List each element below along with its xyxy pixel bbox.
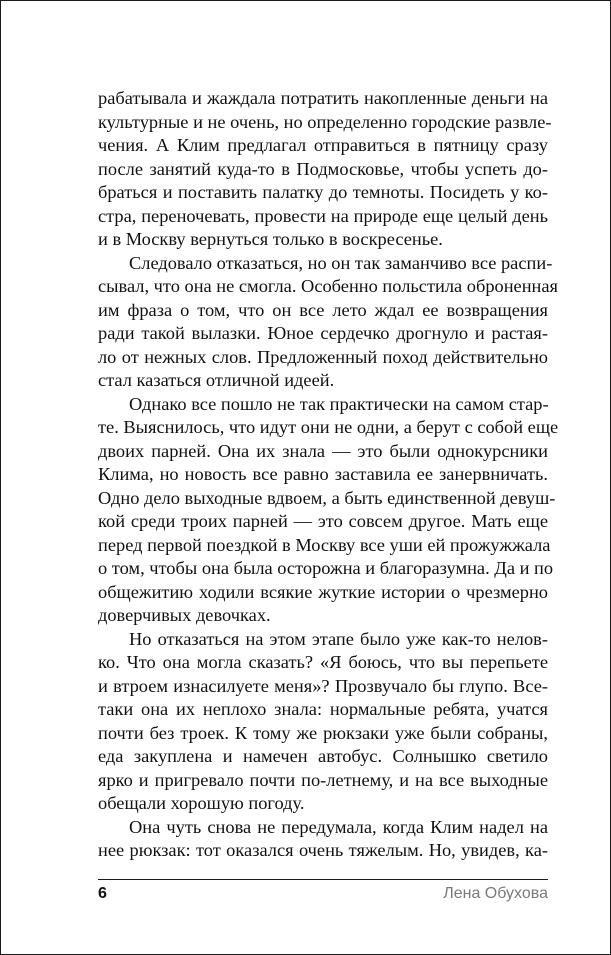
text-line: сывал, что она не смогла. Особенно польстила оброненная bbox=[98, 276, 559, 296]
paragraph-start-line: Однако все пошло не так практически на самом стар- bbox=[129, 393, 549, 414]
text-line: Клима, но новость все равно заставила ее занервничать. bbox=[98, 464, 548, 484]
footer-divider bbox=[98, 879, 548, 880]
text-line: Одно дело выходные вдвоем, а быть единственной девуш- bbox=[98, 487, 556, 508]
body-text bbox=[98, 87, 559, 863]
text-line: после занятий куда-то в Подмосковье, чтобы успеть до- bbox=[98, 158, 548, 179]
text-line: чения. А Клим предлагал отправиться в пятницу сразу bbox=[98, 135, 548, 155]
text-line: и втроем изнасилуете меня»? Прозвучало бы глупо. Все- bbox=[98, 675, 548, 696]
text-line: кой среди троих парней — это совсем другое. Мать еще bbox=[98, 511, 548, 531]
text-line: перед первой поездкой в Москву все уши ей прожужжала bbox=[98, 534, 551, 555]
text-line: стра, переночевать, провести на природе еще целый день bbox=[98, 205, 548, 226]
text-line: ло от нежных слов. Предложенный поход действительно bbox=[98, 346, 548, 367]
paragraph-start-line: Она чуть снова не передумала, когда Клим надел на bbox=[129, 816, 548, 837]
text-line: им фраза о том, что он все лето ждал ее возвращения bbox=[98, 299, 548, 320]
page-number: 6 bbox=[98, 885, 107, 902]
text-line: ко. Что она могла сказать? «Я боюсь, что вы перепьете bbox=[98, 652, 548, 672]
text-line: ярко и пригревало почти по-летнему, и на все выходные bbox=[98, 769, 548, 790]
text-line: культурные и не очень, но определенно городские развле- bbox=[98, 111, 552, 132]
text-line: и в Москву вернуться только в воскресенье. bbox=[98, 229, 443, 249]
paragraph-start-line: Но отказаться на этом этапе было уже как-то нелов- bbox=[129, 628, 548, 649]
text-line: обещали хорошую погоду. bbox=[98, 793, 305, 813]
text-line: нее рюкзак: тот оказался очень тяжелым. Но, увидев, ка- bbox=[98, 840, 548, 860]
text-line: ради такой вылазки. Юное сердечко дрогнуло и растая- bbox=[98, 323, 548, 343]
text-line: доверчивых девочках. bbox=[98, 605, 271, 625]
paragraph-start-line: Следовало отказаться, но он так заманчиво все распи- bbox=[129, 252, 553, 273]
text-line: двоих парней. Она их знала — это были однокурсники bbox=[98, 440, 548, 461]
text-line: общежитию ходили всякие жуткие истории о чрезмерно bbox=[98, 581, 548, 602]
text-line: о том, чтобы она была осторожна и благоразумна. Да и по bbox=[98, 558, 554, 578]
text-line: почти без троек. К тому же рюкзаки уже были собраны, bbox=[98, 722, 548, 743]
text-line: рабатывала и жаждала потратить накопленные деньги на bbox=[98, 88, 548, 108]
text-line: браться и поставить палатку до темноты. Посидеть у ко- bbox=[98, 182, 548, 202]
text-line: стал казаться отличной идеей. bbox=[98, 370, 335, 390]
text-line: таки она их неплохо знала: нормальные ребята, учатся bbox=[98, 699, 548, 719]
running-footer-author: Лена Обухова bbox=[443, 885, 548, 902]
text-line: те. Выяснилось, что идут они не одни, а берут с собой еще bbox=[98, 417, 559, 437]
text-line: еда закуплена и намечен автобус. Солнышко светило bbox=[98, 746, 548, 766]
